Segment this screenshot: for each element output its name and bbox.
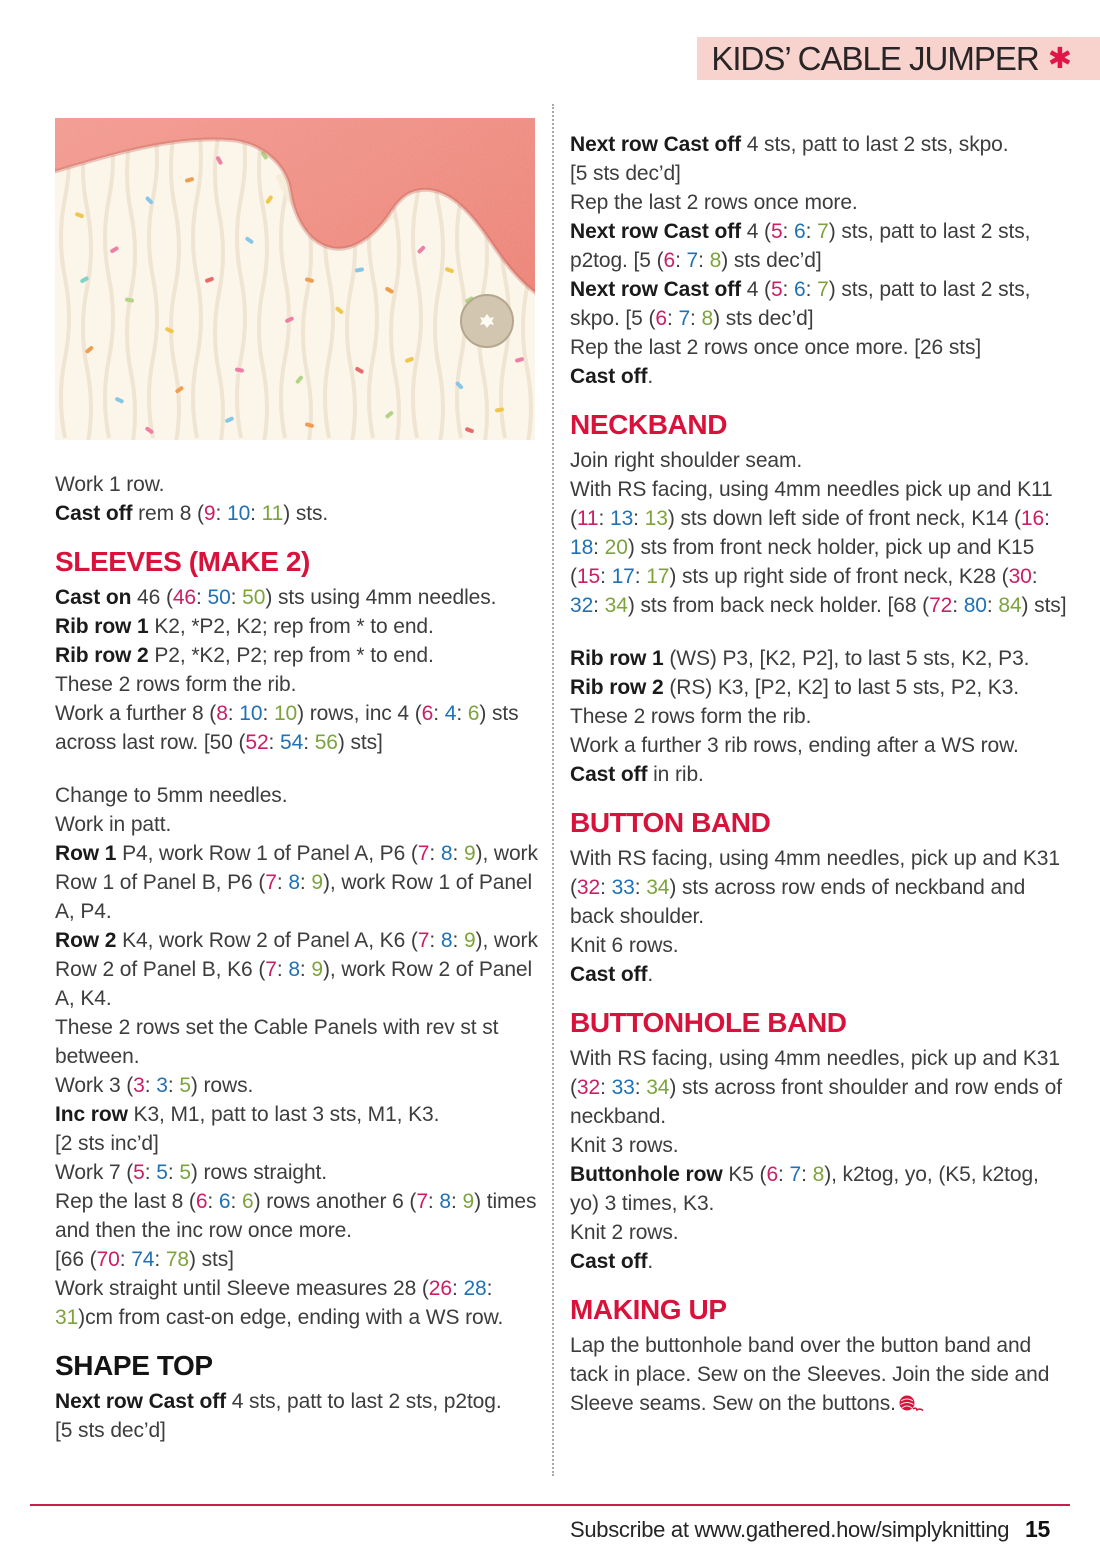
text-segment: : xyxy=(952,594,964,617)
pattern-line xyxy=(570,702,1070,731)
text-segment: 6 xyxy=(421,702,434,725)
text-segment: 5 xyxy=(156,1161,168,1184)
text-segment: 8 xyxy=(709,249,722,272)
text-segment: ) rows straight. xyxy=(190,1161,328,1184)
text-segment: 7 xyxy=(416,1190,428,1213)
section-heading-buttonhole-band: BUTTONHOLE BAND xyxy=(570,1007,847,1038)
text-segment: : xyxy=(250,502,262,525)
text-segment: Cast on xyxy=(55,586,132,609)
text-segment: : xyxy=(303,731,315,754)
text-segment: 72 xyxy=(929,594,953,617)
text-segment: ), work Row 2 of Panel B, K6 ( xyxy=(55,929,538,981)
text-segment: ) sts across last row. [50 ( xyxy=(55,702,519,754)
pattern-line xyxy=(570,844,1070,931)
text-segment: 6 xyxy=(663,249,676,272)
pattern-line xyxy=(55,810,539,839)
section-heading-shape-top: SHAPE TOP xyxy=(55,1350,213,1381)
text-segment: 31 xyxy=(55,1306,79,1329)
pattern-line xyxy=(570,760,1070,789)
text-segment: Next row Cast off xyxy=(55,1390,226,1413)
text-segment: : xyxy=(782,220,795,243)
text-segment: Cast off xyxy=(570,963,648,986)
text-segment: : xyxy=(593,594,605,617)
text-segment: 80 xyxy=(963,594,987,617)
text-segment: Work a further 3 rib rows, ending after a WS row. xyxy=(570,734,1019,757)
text-segment: ) sts] xyxy=(1021,594,1067,617)
text-segment: With RS facing, using 4mm needles pick up and K11 ( xyxy=(570,478,1053,530)
pattern-line xyxy=(570,731,1070,760)
text-segment: : xyxy=(196,586,208,609)
pattern-line xyxy=(55,470,539,499)
text-segment: : xyxy=(801,1163,813,1186)
text-segment: 52 xyxy=(245,731,269,754)
pattern-line xyxy=(570,1218,1070,1247)
text-segment: 6 xyxy=(241,1190,254,1213)
text-segment: ), work Row 1 of Panel B, P6 ( xyxy=(55,842,538,894)
text-segment: 84 xyxy=(998,594,1022,617)
pattern-line xyxy=(570,362,1070,391)
text-segment: : xyxy=(144,1161,157,1184)
text-segment: ) sts across row ends of neckband and back shoulder. xyxy=(570,876,1026,928)
text-segment: 13 xyxy=(610,507,634,530)
text-segment: 46 xyxy=(172,586,197,609)
text-segment: : xyxy=(634,1076,647,1099)
text-segment: ) sts across front shoulder and row ends of neckband. xyxy=(570,1076,1062,1128)
text-segment: 5 xyxy=(179,1074,191,1097)
pattern-line xyxy=(570,644,1070,673)
text-segment: rem 8 ( xyxy=(132,502,204,525)
pattern-line xyxy=(570,960,1070,989)
text-segment: ) rows, inc 4 ( xyxy=(297,702,422,725)
jumper-photo-illustration xyxy=(55,118,535,440)
text-segment: Cast off xyxy=(570,1250,648,1273)
text-segment: : xyxy=(215,502,227,525)
text-segment: 8 xyxy=(701,307,714,330)
text-segment: 30 xyxy=(1008,565,1032,588)
text-segment: ) sts] xyxy=(189,1248,234,1271)
text-segment: Cast off xyxy=(570,365,648,388)
text-segment: : xyxy=(268,731,281,754)
text-segment: Lap the buttonhole band over the button band and tack in place. Sew on the Sleeves. Join the side and Sleeve seams. Sew on the buttons. xyxy=(570,1334,1050,1415)
pattern-line xyxy=(55,641,539,670)
text-segment: : xyxy=(486,1277,493,1300)
flower-asterisk-icon: ✱ xyxy=(1047,43,1072,75)
text-segment: 7 xyxy=(789,1163,802,1186)
pattern-line xyxy=(570,673,1070,702)
text-segment: 7 xyxy=(817,278,829,301)
text-segment: These 2 rows form the rib. xyxy=(570,705,812,728)
text-segment: : xyxy=(144,1074,157,1097)
text-segment: 6 xyxy=(218,1190,231,1213)
text-segment: : xyxy=(600,1076,612,1099)
text-segment: : xyxy=(456,702,468,725)
pattern-line xyxy=(570,1247,1070,1276)
text-segment: Next row Cast off xyxy=(570,133,741,156)
text-segment: : xyxy=(230,586,243,609)
text-segment: 13 xyxy=(644,507,668,530)
text-segment: [5 sts dec’d] xyxy=(55,1419,166,1442)
subscribe-text: Subscribe at www.gathered.how/simplyknitting xyxy=(569,1517,1010,1542)
footer-divider xyxy=(30,1504,1070,1506)
text-segment: : xyxy=(167,1161,180,1184)
text-segment: : xyxy=(167,1074,180,1097)
text-segment: ) sts from front neck holder, pick up and K15 ( xyxy=(570,536,1035,588)
text-segment: 9 xyxy=(203,502,216,525)
text-segment: : xyxy=(207,1190,219,1213)
pattern-line xyxy=(570,1160,1070,1218)
text-segment: 9 xyxy=(463,842,476,865)
text-segment: ), work Row 2 of Panel A, K4. xyxy=(55,958,533,1010)
text-segment: 26 xyxy=(428,1277,452,1300)
pattern-line xyxy=(55,1071,539,1100)
text-segment: 33 xyxy=(611,1076,635,1099)
text-segment: K2, *P2, K2; rep from * to end. xyxy=(148,615,434,638)
text-segment: : xyxy=(690,307,702,330)
text-segment: 7 xyxy=(417,842,430,865)
text-segment: 46 ( xyxy=(131,586,173,609)
text-segment: (WS) P3, [K2, P2], to last 5 sts, K2, P3. xyxy=(663,647,1030,670)
text-segment: 7 xyxy=(686,249,699,272)
column-divider xyxy=(552,104,554,1476)
text-segment: 5 xyxy=(770,278,783,301)
text-segment: These 2 rows form the rib. xyxy=(55,673,297,696)
text-segment: 11 xyxy=(576,507,599,530)
pattern-line xyxy=(55,1100,539,1129)
jumper-photo xyxy=(55,118,535,440)
text-segment: Next row Cast off xyxy=(570,220,741,243)
text-segment: Work straight until Sleeve measures 28 ( xyxy=(55,1277,429,1300)
text-segment: 4 ( xyxy=(741,220,771,243)
text-segment: 8 xyxy=(440,842,453,865)
pattern-line xyxy=(570,446,1070,475)
pattern-line xyxy=(570,217,1070,275)
text-segment: 9 xyxy=(311,958,323,981)
text-segment: 50 xyxy=(242,586,266,609)
pattern-line xyxy=(55,612,539,641)
text-segment: : xyxy=(1044,507,1050,530)
text-segment: 17 xyxy=(646,565,670,588)
text-segment: Rep the last 8 ( xyxy=(55,1190,196,1213)
text-segment: Rep the last 2 rows once more. xyxy=(570,191,858,214)
text-segment: . xyxy=(647,1250,654,1273)
pattern-line xyxy=(55,781,539,810)
text-segment: ) sts from back neck holder. [68 ( xyxy=(627,594,930,617)
text-segment: 50 xyxy=(207,586,231,609)
text-segment: 7 xyxy=(678,307,691,330)
text-segment: : xyxy=(429,842,441,865)
pattern-line xyxy=(570,1044,1070,1131)
text-segment: 9 xyxy=(462,1190,475,1213)
text-segment: ) rows another 6 ( xyxy=(253,1190,417,1213)
text-segment: )cm from cast-on edge, ending with a WS row. xyxy=(78,1306,504,1329)
text-segment: ) sts. xyxy=(283,502,329,525)
text-segment: 9 xyxy=(311,871,323,894)
pattern-line xyxy=(55,670,539,699)
page-title: KIDS’ CABLE JUMPER xyxy=(711,39,1039,77)
text-segment: K5 ( xyxy=(722,1163,767,1186)
pattern-line xyxy=(570,931,1070,960)
text-segment: With RS facing, using 4mm needles, pick up and K31 ( xyxy=(570,847,1060,899)
button xyxy=(461,295,513,347)
blank-line xyxy=(55,757,539,781)
text-segment: ) sts dec’d] xyxy=(713,307,814,330)
text-segment: 4 sts, patt to last 2 sts, p2tog. xyxy=(226,1390,502,1413)
pattern-line xyxy=(55,1187,539,1245)
text-segment: 4 sts, patt to last 2 sts, skpo. xyxy=(741,133,1009,156)
text-segment: P2, *K2, P2; rep from * to end. xyxy=(148,644,434,667)
text-segment: 16 xyxy=(1020,507,1045,530)
text-segment: Buttonhole row xyxy=(570,1163,723,1186)
pattern-line xyxy=(55,1158,539,1187)
blank-line xyxy=(570,620,1070,644)
text-segment: : xyxy=(299,871,312,894)
text-segment: Next row Cast off xyxy=(570,278,741,301)
text-segment: Knit 2 rows. xyxy=(570,1221,679,1244)
text-segment: ) sts using 4mm needles. xyxy=(265,586,497,609)
text-segment: 20 xyxy=(604,536,628,559)
text-segment: [66 ( xyxy=(55,1248,97,1271)
text-segment: Join right shoulder seam. xyxy=(570,449,803,472)
text-segment: 56 xyxy=(314,731,338,754)
text-segment: : xyxy=(805,220,818,243)
text-segment: ) sts] xyxy=(337,731,383,754)
text-segment: 7 xyxy=(265,871,277,894)
text-segment: ) rows. xyxy=(190,1074,254,1097)
text-segment: : xyxy=(119,1248,132,1271)
text-segment: 3 xyxy=(156,1074,168,1097)
pattern-line xyxy=(55,1416,539,1445)
text-segment: Cast off xyxy=(55,502,133,525)
pattern-line xyxy=(55,1129,539,1158)
text-segment: With RS facing, using 4mm needles, pick up and K31 ( xyxy=(570,1047,1060,1099)
text-segment: 8 xyxy=(440,929,453,952)
text-segment: : xyxy=(154,1248,166,1271)
text-segment: : xyxy=(276,871,289,894)
text-segment: ) sts, patt to last 2 sts, p2tog. [5 ( xyxy=(570,220,1031,272)
text-segment: : xyxy=(986,594,999,617)
footer xyxy=(570,1516,1050,1543)
text-segment: : xyxy=(429,929,441,952)
text-segment: 6 xyxy=(195,1190,208,1213)
pattern-line xyxy=(570,1331,1070,1421)
text-segment: 9 xyxy=(463,929,476,952)
text-segment: 5 xyxy=(133,1161,145,1184)
text-segment: : xyxy=(598,507,610,530)
text-segment: : xyxy=(634,565,647,588)
pattern-line xyxy=(570,275,1070,333)
pattern-line xyxy=(55,1245,539,1274)
text-segment: : xyxy=(262,702,274,725)
text-segment: : xyxy=(427,1190,440,1213)
text-segment: Row 2 xyxy=(55,929,117,952)
text-segment: ) times and then the inc row once more. xyxy=(55,1190,537,1242)
text-segment: 6 xyxy=(655,307,667,330)
text-segment: 54 xyxy=(280,731,304,754)
text-segment: Work 7 ( xyxy=(55,1161,134,1184)
text-segment: 34 xyxy=(604,594,628,617)
text-segment: Change to 5mm needles. xyxy=(55,784,288,807)
text-segment: : xyxy=(782,278,795,301)
text-segment: : xyxy=(675,249,687,272)
text-segment: : xyxy=(227,702,240,725)
pattern-line xyxy=(55,699,539,757)
text-segment: 34 xyxy=(646,876,670,899)
text-segment: 70 xyxy=(96,1248,120,1271)
text-segment: ) sts dec’d] xyxy=(721,249,822,272)
text-segment: Rib row 2 xyxy=(55,644,149,667)
pattern-line xyxy=(55,839,539,926)
text-segment: 4 ( xyxy=(741,278,771,301)
text-segment: in rib. xyxy=(647,763,704,786)
text-segment: : xyxy=(451,1277,464,1300)
text-segment: 17 xyxy=(611,565,635,588)
pattern-line xyxy=(570,333,1070,362)
text-segment: : xyxy=(593,536,605,559)
text-segment: 32 xyxy=(576,876,601,899)
text-segment: 3 xyxy=(133,1074,145,1097)
text-segment: 6 xyxy=(794,278,806,301)
text-segment: : xyxy=(666,307,679,330)
text-segment: [5 sts dec’d] xyxy=(570,162,681,185)
text-segment: 8 xyxy=(812,1163,825,1186)
text-segment: Work 3 ( xyxy=(55,1074,134,1097)
text-segment: 4 xyxy=(444,702,457,725)
text-segment: Knit 3 rows. xyxy=(570,1134,679,1157)
text-segment: : xyxy=(433,702,445,725)
section-heading-sleeves-make-2: SLEEVES (MAKE 2) xyxy=(55,546,310,577)
text-segment: : xyxy=(805,278,818,301)
text-segment: 6 xyxy=(467,702,480,725)
text-segment: ) sts down left side of front neck, K14 ( xyxy=(667,507,1021,530)
text-segment: : xyxy=(600,876,612,899)
text-segment: . xyxy=(647,365,654,388)
text-segment: 6 xyxy=(794,220,806,243)
text-segment: Rib row 1 xyxy=(570,647,664,670)
text-segment: 10 xyxy=(273,702,298,725)
text-segment: These 2 rows set the Cable Panels with rev st st between. xyxy=(55,1016,499,1068)
text-segment: 33 xyxy=(611,876,635,899)
text-segment: 7 xyxy=(417,929,430,952)
pattern-line xyxy=(570,188,1070,217)
text-segment: 7 xyxy=(265,958,277,981)
text-segment: Knit 6 rows. xyxy=(570,934,679,957)
text-segment: : xyxy=(600,565,612,588)
text-segment: : xyxy=(698,249,710,272)
text-segment: 8 xyxy=(439,1190,451,1213)
text-segment: (RS) K3, [P2, K2] to last 5 sts, P2, K3. xyxy=(663,676,1020,699)
text-segment: Work in patt. xyxy=(55,813,172,836)
section-heading-neckband: NECKBAND xyxy=(570,409,728,440)
text-segment: 34 xyxy=(646,1076,670,1099)
text-segment: 8 xyxy=(216,702,228,725)
text-segment: 6 xyxy=(766,1163,779,1186)
pattern-line xyxy=(570,159,1070,188)
text-segment: Cast off xyxy=(570,763,648,786)
text-segment: : xyxy=(1031,565,1038,588)
text-segment: : xyxy=(778,1163,790,1186)
text-segment: [2 sts inc’d] xyxy=(55,1132,159,1155)
text-segment: 15 xyxy=(576,565,601,588)
yarn-ball-icon xyxy=(898,1392,924,1421)
text-segment: 18 xyxy=(570,536,594,559)
text-segment: ), k2tog, yo, (K5, k2tog, yo) 3 times, K3. xyxy=(570,1163,1039,1215)
text-segment: : xyxy=(452,842,464,865)
text-segment: : xyxy=(230,1190,242,1213)
text-segment: ) sts up right side of front neck, K28 ( xyxy=(669,565,1009,588)
section-heading-button-band: BUTTON BAND xyxy=(570,807,771,838)
text-segment: : xyxy=(633,507,645,530)
text-segment: Rep the last 2 rows once once more. [26 sts] xyxy=(570,336,982,359)
pattern-line xyxy=(570,1131,1070,1160)
text-segment: . xyxy=(647,963,654,986)
text-segment: 10 xyxy=(227,502,251,525)
text-segment: 28 xyxy=(463,1277,487,1300)
text-segment: 5 xyxy=(179,1161,191,1184)
text-segment: 8 xyxy=(288,871,300,894)
page-number: 15 xyxy=(1025,1516,1050,1542)
page-header-band xyxy=(697,37,1100,80)
text-segment: 74 xyxy=(131,1248,155,1271)
text-segment: 78 xyxy=(165,1248,190,1271)
text-segment: ), work Row 1 of Panel A, P4. xyxy=(55,871,533,923)
text-segment: K3, M1, patt to last 3 sts, M1, K3. xyxy=(127,1103,440,1126)
text-segment: Inc row xyxy=(55,1103,128,1126)
text-segment: 7 xyxy=(817,220,829,243)
text-segment: Work 1 row. xyxy=(55,473,165,496)
pattern-line xyxy=(570,130,1070,159)
text-segment: Rib row 1 xyxy=(55,615,149,638)
text-segment: 5 xyxy=(770,220,783,243)
column-right xyxy=(570,130,1070,1421)
column-left xyxy=(55,470,539,1445)
text-segment: : xyxy=(299,958,312,981)
pattern-line xyxy=(570,475,1070,620)
pattern-line xyxy=(55,926,539,1013)
text-segment: Row 1 xyxy=(55,842,117,865)
text-segment: ) sts, patt to last 2 sts, skpo. [5 ( xyxy=(570,278,1031,330)
text-segment: : xyxy=(634,876,647,899)
text-segment: : xyxy=(276,958,289,981)
pattern-line xyxy=(55,1013,539,1071)
pattern-line xyxy=(55,499,539,528)
text-segment: Work a further 8 ( xyxy=(55,702,217,725)
text-segment: : xyxy=(451,1190,463,1213)
text-segment: 11 xyxy=(261,502,284,525)
text-segment: 32 xyxy=(570,594,594,617)
pattern-line xyxy=(55,1274,539,1332)
text-segment: 8 xyxy=(288,958,300,981)
text-segment: P4, work Row 1 of Panel A, P6 ( xyxy=(116,842,418,865)
section-heading-making-up: MAKING UP xyxy=(570,1294,727,1325)
text-segment: : xyxy=(452,929,464,952)
text-segment: K4, work Row 2 of Panel A, K6 ( xyxy=(116,929,418,952)
text-segment: 10 xyxy=(239,702,263,725)
pattern-line xyxy=(55,1387,539,1416)
pattern-line xyxy=(55,583,539,612)
text-segment: 32 xyxy=(576,1076,601,1099)
text-segment: Rib row 2 xyxy=(570,676,664,699)
